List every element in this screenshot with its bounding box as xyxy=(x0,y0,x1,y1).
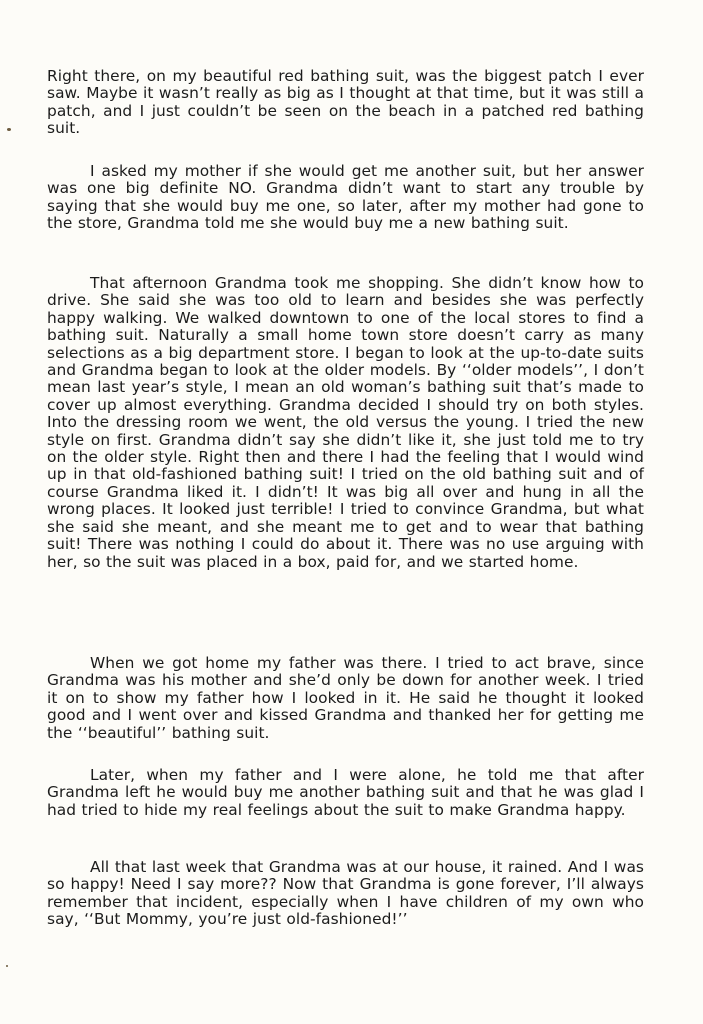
paragraph-3-block xyxy=(47,275,644,571)
paragraph-6-block xyxy=(47,859,644,929)
paragraph-4-block xyxy=(47,655,644,742)
paragraph-1: Right there, on my beautiful red bathing suit, was the biggest patch I ever saw. Maybe it wasn’t really as big as I thought at that time, but it was still a patch, and I just couldn’t be seen on the beach in a patched red bathing suit. xyxy=(47,67,644,138)
paragraph-2: I asked my mother if she would get me another suit, but her answer was one big definite NO. Grandma didn’t want to start any trouble by saying that she would buy me one, so later, after my mother had gone to the store, Grandma told me she would buy me a new bathing suit. xyxy=(47,162,644,233)
margin-speck xyxy=(7,128,11,131)
paragraph-3: That afternoon Grandma took me shopping. She didn’t know how to drive. She said she was too old to learn and besides she was perfectly happy walking. We walked downtown to one of the local stores to find a bathing suit. Naturally a small home town store doesn’t carry as many selections as a big department store. I began to look at the up-to-date suits and Grandma began to look at the older models. By ‘‘older models’’, I don’t mean last year’s style, I mean an old woman’s bathing suit that’s made to cover up almost everything. Grandma decided I should try on both styles. Into the dressing room we went, the old versus the young. I tried the new style on first. Grandma didn’t say she didn’t like it, she just told me to try on the older style. Right then and there I had the feeling that I would wind up in that old-fashioned bathing suit! I tried on the old bathing suit and of course Grandma liked it. I didn’t! It was big all over and hung in all the wrong places. It looked just terrible! I tried to convince Grandma, but what she said she meant, and she meant me to get and to wear that bathing suit! There was nothing I could do about it. There was no use arguing with her, so the suit was placed in a box, paid for, and we started home. xyxy=(47,274,644,571)
paragraph-2-block xyxy=(47,163,644,233)
paragraph-6: All that last week that Grandma was at our house, it rained. And I was so happy! Need I say more?? Now that Grandma is gone forever, I’ll always remember that incident, especially when I have children of my own who say, ‘‘But Mommy, you’re just old-fashioned!’’ xyxy=(47,858,644,929)
margin-speck xyxy=(6,965,8,967)
paragraph-4: When we got home my father was there. I tried to act brave, since Grandma was his mother and she’d only be down for another week. I tried it on to show my father how I looked in it. He said he thought it looked good and I went over and kissed Grandma and thanked her for getting me the ‘‘beautiful’’ bathing suit. xyxy=(47,654,644,742)
paragraph-5-block xyxy=(47,767,644,819)
paragraph-1-block xyxy=(47,68,644,138)
paragraph-5: Later, when my father and I were alone, he told me that after Grandma left he would buy me another bathing suit and that he was glad I had tried to hide my real feelings about the suit to make Grandma happy. xyxy=(47,766,644,819)
